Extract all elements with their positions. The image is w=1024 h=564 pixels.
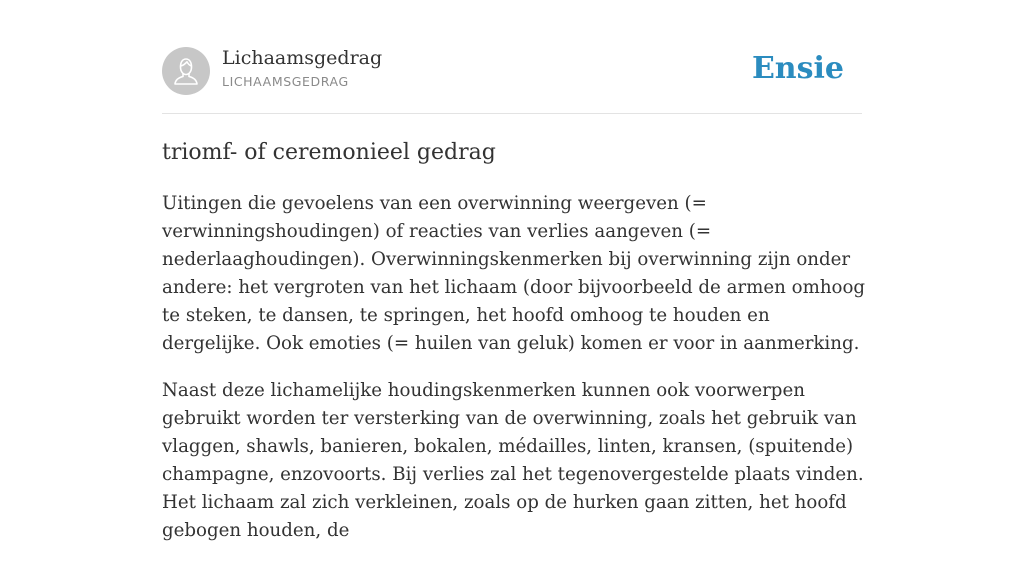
author-category[interactable]: LICHAAMSGEDRAG <box>222 74 349 89</box>
author-name[interactable]: Lichaamsgedrag <box>222 47 383 69</box>
article-paragraph: Uitingen die gevoelens van een overwinning weergeven (= verwinningshoudingen) of reacties van verlies aangeven (= nederlaaghoudingen). Overwinningskenmerken bij overwinning zijn onder andere: het vergroten van het lichaam (door bijvoorbeeld de armen omhoog te steken, te dansen, te springen, het hoofd omhoog te houden en dergelijke. Ook emoties (= huilen van geluk) komen er voor in aanmerking. <box>162 193 866 354</box>
article-body <box>162 190 866 564</box>
brand-logo[interactable]: Ensie <box>751 51 844 86</box>
header <box>162 0 862 114</box>
page-title: triomf- of ceremonieel gedrag <box>162 140 496 165</box>
page-container <box>162 0 866 541</box>
avatar[interactable] <box>162 47 210 95</box>
article-paragraph: Naast deze lichamelijke houdingskenmerken kunnen ook voorwerpen gebruikt worden ter versterking van de overwinning, zoals het gebruik van vlaggen, shawls, banieren, bokalen, médailles, linten, kransen, (spuitende) champagne, enzovoorts. Bij verlies zal het tegenovergestelde plaats vinden. Het lichaam zal zich verkleinen, zoals op de hurken gaan zitten, het hoofd gebogen houden, de <box>162 380 864 541</box>
user-icon <box>162 47 210 95</box>
